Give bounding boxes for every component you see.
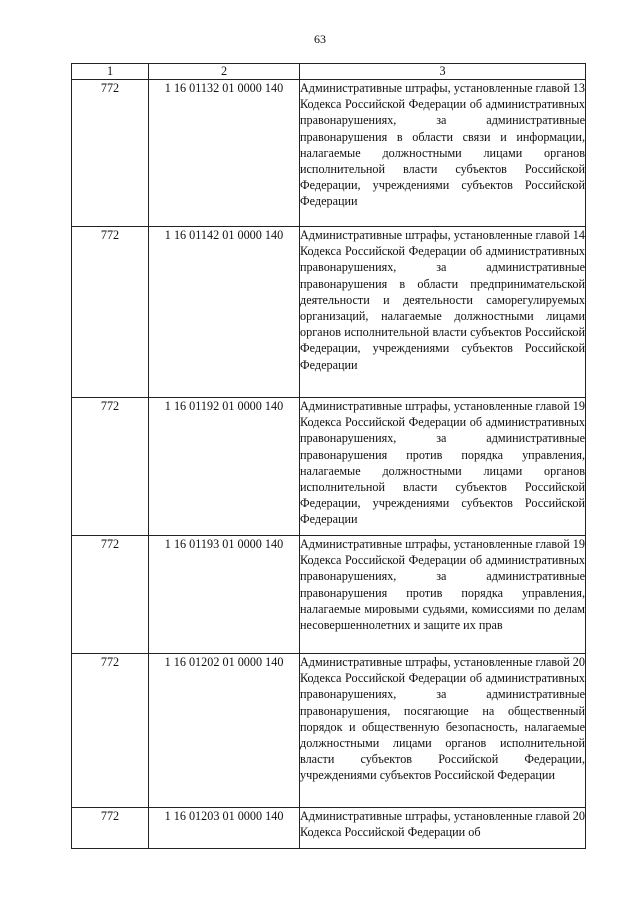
admin-code-cell: 772	[72, 80, 149, 227]
description-cell: Административные штрафы, установленные главой 20 Кодекса Российской Федерации об административных правонарушениях, за административные правонарушения, посягающие на общественный порядок и общественную безопасность, налагаемые должностными лицами органов исполнительной власти субъектов Российской Федерации, учреждениями субъектов Российской Федерации	[300, 654, 586, 808]
table-row	[72, 80, 586, 227]
page-number: 63	[314, 32, 326, 46]
description-cell: Административные штрафы, установленные главой 13 Кодекса Российской Федерации об административных правонарушениях, за административные правонарушения в области связи и информации, налагаемые должностными лицами органов исполнительной власти субъектов Российской Федерации, учреждениями субъектов Российской Федерации	[300, 80, 586, 227]
description-cell: Административные штрафы, установленные главой 14 Кодекса Российской Федерации об административных правонарушениях, за административные правонарушения в области предпринимательской деятельности и деятельности саморегулируемых организаций, налагаемые должностными лицами органов исполнительной власти субъектов Российской Федерации, учреждениями субъектов Российской Федерации	[300, 227, 586, 398]
table-row	[72, 536, 586, 654]
kbk-code-cell: 1 16 01192 01 0000 140	[149, 398, 300, 536]
column-header-3: 3	[300, 64, 586, 80]
table-row	[72, 398, 586, 536]
table-row	[72, 654, 586, 808]
kbk-code-cell: 1 16 01142 01 0000 140	[149, 227, 300, 398]
table-row	[72, 808, 586, 849]
description-cell: Административные штрафы, установленные главой 20 Кодекса Российской Федерации об	[300, 808, 586, 849]
table-row	[72, 227, 586, 398]
column-header-2: 2	[149, 64, 300, 80]
description-cell: Административные штрафы, установленные главой 19 Кодекса Российской Федерации об административных правонарушениях, за административные правонарушения против порядка управления, налагаемые мировыми судьями, комиссиями по делам несовершеннолетних и защите их прав	[300, 536, 586, 654]
kbk-code-cell: 1 16 01193 01 0000 140	[149, 536, 300, 654]
admin-code-cell: 772	[72, 808, 149, 849]
admin-code-cell: 772	[72, 398, 149, 536]
table-header	[72, 64, 586, 80]
admin-code-cell: 772	[72, 654, 149, 808]
column-header-1: 1	[72, 64, 149, 80]
description-cell: Административные штрафы, установленные главой 19 Кодекса Российской Федерации об административных правонарушениях, за административные правонарушения против порядка управления, налагаемые должностными лицами органов исполнительной власти субъектов Российской Федерации, учреждениями субъектов Российской Федерации	[300, 398, 586, 536]
admin-code-cell: 772	[72, 536, 149, 654]
kbk-code-cell: 1 16 01203 01 0000 140	[149, 808, 300, 849]
admin-code-cell: 772	[72, 227, 149, 398]
kbk-code-cell: 1 16 01132 01 0000 140	[149, 80, 300, 227]
budget-classification-table	[71, 63, 586, 849]
kbk-code-cell: 1 16 01202 01 0000 140	[149, 654, 300, 808]
